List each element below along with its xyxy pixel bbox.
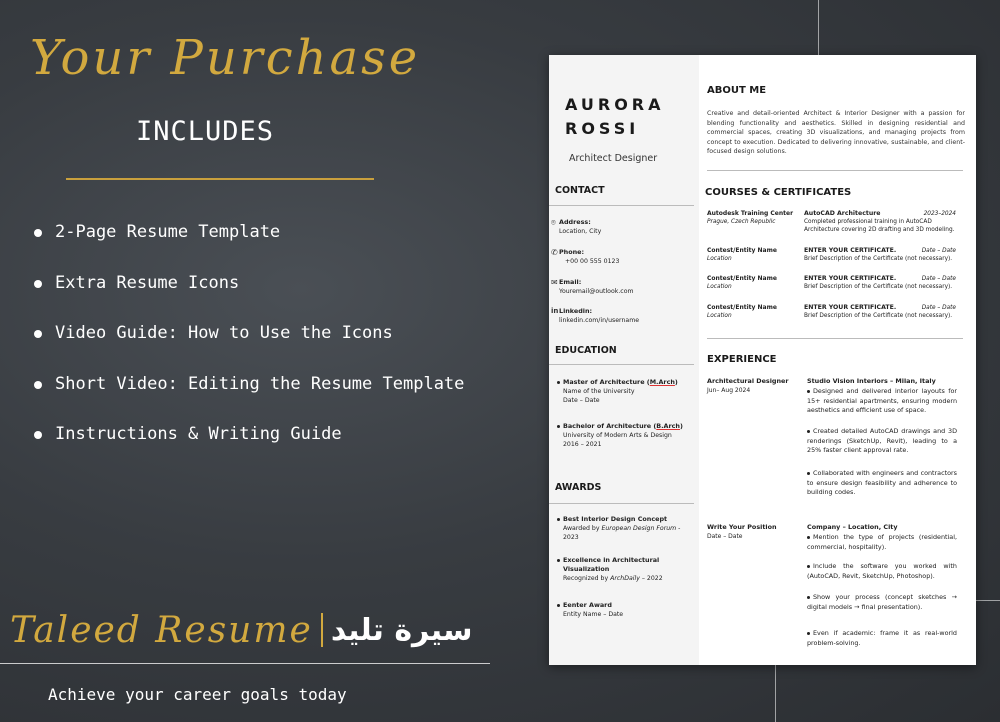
experience-bullet: Mention the type of projects (residential, commercial, hospitality). — [807, 533, 957, 551]
bullet-icon — [34, 280, 42, 288]
location-pin-icon: ⌾ — [551, 218, 556, 227]
experience-company: Company – Location, City — [807, 523, 898, 531]
education-item: Bachelor of Architecture (B.Arch) University of Modern Arts & Design 2016 – 2021 — [557, 422, 693, 449]
phone-icon: ✆ — [551, 248, 558, 257]
bullet-icon — [557, 559, 560, 562]
section-divider — [549, 205, 694, 206]
education-item: Master of Architecture (M.Arch) Name of the University Date – Date — [557, 378, 693, 405]
award-item: Best Interior Design Concept Awarded by European Design Forum - 2023 — [557, 515, 693, 542]
envelope-icon: ✉ — [551, 278, 558, 287]
experience-bullet: Include the software you worked with (AutoCAD, Revit, SketchUp, Photoshop). — [807, 562, 957, 580]
brand-separator — [321, 613, 323, 647]
resume-name: AURORA ROSSI — [565, 95, 665, 138]
resume-role: Architect Designer — [569, 153, 658, 164]
experience-bullet: Collaborated with engineers and contractors to ensure design feasibility and adherence to building codes. — [807, 469, 957, 496]
bullet-icon — [34, 330, 42, 338]
experience-bullet: Even if academic: frame it as real-world problem-solving. — [807, 629, 957, 647]
feature-item: Extra Resume Icons — [30, 273, 464, 324]
experience-position: Write Your Position Date – Date — [707, 523, 777, 540]
experience-bullet: Designed and delivered interior layouts for 15+ residential apartments, ensuring modern aesthetics and efficient use of space. — [807, 387, 957, 414]
feature-list — [30, 222, 464, 475]
bullet-icon — [34, 381, 42, 389]
linkedin-icon: in — [551, 307, 559, 315]
education-heading: EDUCATION — [555, 345, 617, 356]
bullet-icon — [557, 604, 560, 607]
bullet-icon — [34, 431, 42, 439]
award-item: Excellence in Architectural Visualization Recognized by ArchDaily – 2022 — [557, 556, 693, 583]
award-item: Eenter Award Entity Name – Date — [557, 601, 693, 619]
contact-address: ⌾ Address: Location, City — [551, 218, 602, 235]
about-heading: ABOUT ME — [707, 85, 767, 96]
experience-bullet: Show your process (concept sketches → digital models → final presentation). — [807, 593, 957, 611]
section-divider — [549, 503, 694, 504]
feature-item: 2-Page Resume Template — [30, 222, 464, 273]
gold-divider — [66, 178, 374, 180]
experience-heading: EXPERIENCE — [707, 354, 777, 365]
headline-includes: INCLUDES — [136, 116, 275, 147]
decorative-line — [818, 0, 819, 55]
awards-heading: AWARDS — [555, 482, 602, 493]
feature-item: Instructions & Writing Guide — [30, 424, 464, 475]
brand-script: Taleed Resume — [10, 609, 313, 651]
bullet-icon — [34, 229, 42, 237]
decorative-line — [976, 600, 1000, 601]
about-text: Creative and detail-oriented Architect & Interior Designer with a passion for blending functionality and aesthetics. Skilled in designing residential and commercial spaces, creating 3D visualizations, and managing projects from concept to execution. Dedicated to delivering innovative, sustainable, and client-focused design solutions. — [707, 110, 965, 155]
bullet-icon — [557, 381, 560, 384]
section-divider — [549, 364, 694, 365]
feature-item: Short Video: Editing the Resume Template — [30, 374, 464, 425]
bullet-icon — [557, 518, 560, 521]
brand-arabic: سيرة تليد — [330, 612, 473, 648]
contact-heading: CONTACT — [555, 185, 605, 196]
tagline: Achieve your career goals today — [48, 685, 347, 704]
experience-position: Architectural Designer Jun– Aug 2024 — [707, 377, 789, 394]
brand-underline — [0, 663, 490, 664]
experience-company: Studio Vision Interiors – Milan, Italy — [807, 377, 936, 385]
contact-phone: ✆ Phone: +00 00 555 0123 — [551, 248, 620, 265]
contact-linkedin: in Linkedin: linkedin.com/in/username — [551, 307, 640, 324]
contact-email: ✉ Email: Youremail@outlook.com — [551, 278, 634, 295]
experience-bullet: Created detailed AutoCAD drawings and 3D renderings (SketchUp, Revit), leading to a 25% faster client approval rate. — [807, 427, 957, 454]
courses-heading: COURSES & CERTIFICATES — [705, 187, 852, 198]
brand-logo — [10, 600, 480, 660]
section-divider — [707, 170, 963, 171]
section-divider — [707, 338, 963, 339]
feature-item: Video Guide: How to Use the Icons — [30, 323, 464, 374]
resume-preview: AURORA ROSSI Architect Designer CONTACT ⌾ Address: Location, City ✆ Phone: +00 00 555 0123 ✉ Email: Youremail@outlook.com in Linkedin: linkedin.com/in/username EDUCATION Master of Architecture (M.Arch) Name of the University Date – Date Bachelor of Architecture (B.Arch) University of Modern Arts & Design 2016 – 2021 AWARDS Best Interior Design Concept Awarded by European Design Forum - 2023 Excellence in Architectural Visualization Recognized by ArchDaily – 2022 Eenter Award Entity Name – Date ABOUT ME Creative and detail-oriented Architect & Interior Designer with a passion for blending functionality and aesthetics. Skilled in designing residential and commercial spaces, creating 3D visualizations, and managing projects from concept to execution. Dedicated to delivering innovative, sustainable, and client-focused design solutions. COURSES & CERTIFICATES Autodesk Training Center Prague, Czech Republic AutoCAD Architecture 2023–2024 Completed professional training in AutoCAD Architecture covering 2D drafting and 3D modeling. Contest/Entity Name Location ENTER YOUR CERTIFICATE. Date – Date Brief Description of the Certificate (not necessary). Contest/Entity Name Location ENTER YOUR CERTIFICATE. Date – Date Brief Description of the Certificate (not necessary). Contest/Entity Name Location ENTER YOUR CERTIFICATE. Date – Date Brief Description of the Certificate (not necessary). EXPERIENCE Architectural Designer Jun– Aug 2024 Studio Vision Interiors – Milan, Italy Designed and delivered interior layouts for 15+ residential apartments, ensuring modern aesthetics and efficient use of space. Created detailed AutoCAD drawings and 3D renderings (SketchUp, Revit), leading to a 25% faster client approval rate. Collaborated with engineers and contractors to ensure design feasibility and adherence to building codes. Write Your Position Date – Date Company – Location, City Mention the type of projects (residential, commercial, hospitality). Include the software you worked with (AutoCAD, Revit, SketchUp, Photoshop). Show your process (concept sketches → digital models → final presentation). Even if academic: frame it as real-world problem-solving. — [549, 55, 976, 665]
bullet-icon — [557, 425, 560, 428]
headline-script: Your Purchase — [30, 30, 421, 86]
decorative-line — [775, 665, 776, 722]
